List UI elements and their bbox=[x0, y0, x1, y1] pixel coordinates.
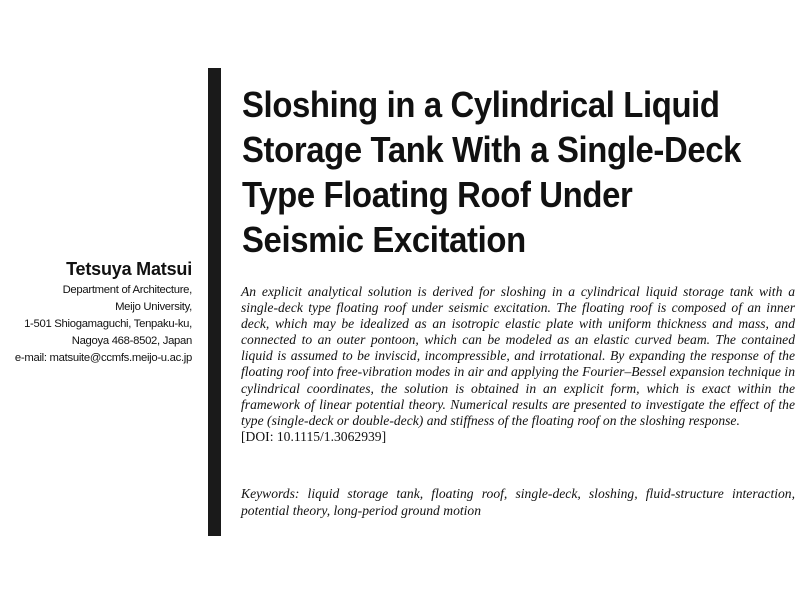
abstract-text: An explicit analytical solution is derived for sloshing in a cylindrical liquid storage tank with a single-deck type floating roof under seismic excitation. The floating roof is composed of an inner deck, which may be idealized as an isotropic elastic plate with uniform thickness and mass, and connected to an outer pontoon, which can be modeled as an elastic curved beam. The contained liquid is assumed to be inviscid, incompressible, and irrotational. By expanding the response of the floating roof into free-vibration modes in air and applying the Fourier–Bessel expansion technique in cylindrical coordinates, the solution is obtained in an explicit form, which is exact within the framework of linear potential theory. Numerical results are presented to investigate the effect of the type (single-deck or double-deck) and stiffness of the floating roof on the sloshing response. bbox=[241, 284, 795, 428]
author-email: e-mail: matsuite@ccmfs.meijo-u.ac.jp bbox=[14, 352, 192, 364]
vertical-divider-bar bbox=[208, 68, 221, 536]
paper-title: Sloshing in a Cylindrical Liquid Storage Tank With a Single-Deck Type Floating Roof Under Seismic Excitation bbox=[242, 84, 742, 260]
author-name: Tetsuya Matsui bbox=[66, 259, 192, 279]
author-block bbox=[0, 258, 192, 367]
affiliation-university: Meijo University, bbox=[115, 301, 192, 313]
affiliation-city: Nagoya 468-8502, Japan bbox=[71, 335, 192, 347]
keywords: Keywords: liquid storage tank, floating roof, single-deck, sloshing, fluid-structure interaction, potential theory, long-period ground motion bbox=[241, 486, 795, 518]
abstract bbox=[241, 284, 795, 445]
affiliation-street: 1-501 Shiogamaguchi, Tenpaku-ku, bbox=[24, 318, 192, 330]
affiliation-department: Department of Architecture, bbox=[62, 284, 192, 296]
doi: [DOI: 10.1115/1.3062939] bbox=[241, 428, 387, 444]
